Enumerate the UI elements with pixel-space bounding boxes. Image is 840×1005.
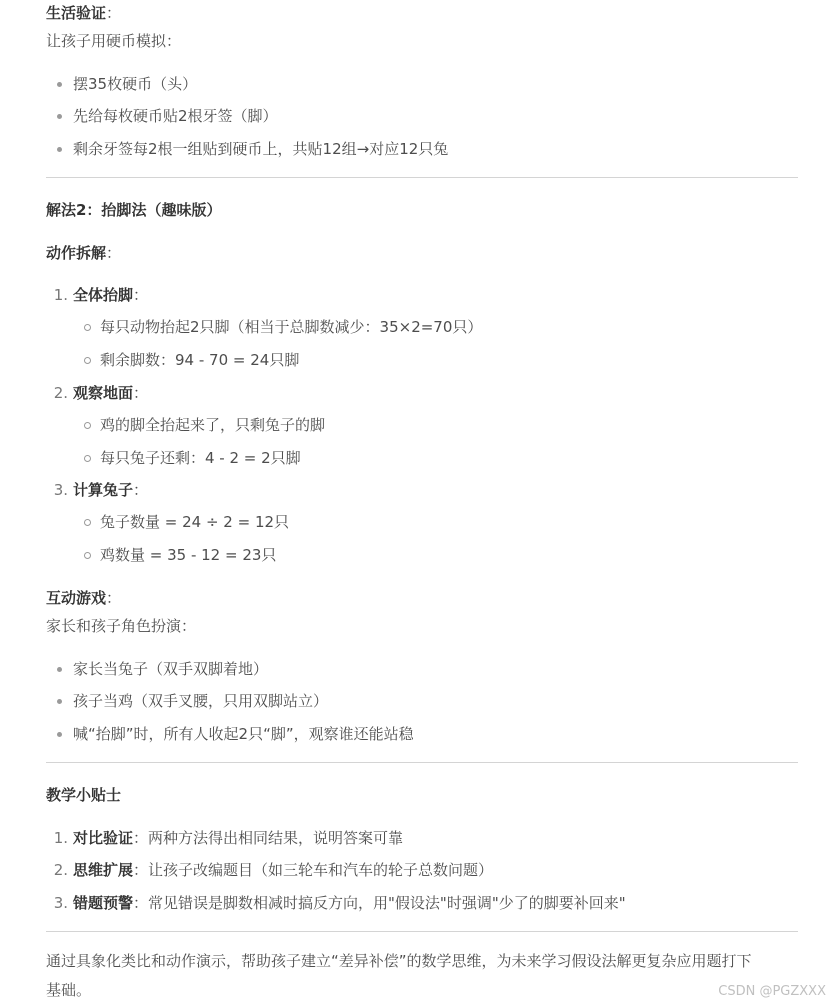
sec3-title: 教学小贴士 <box>46 786 122 804</box>
game-colon: ： <box>106 589 122 607</box>
watermark: CSDN @PGZXXX <box>718 984 826 999</box>
divider <box>46 177 798 178</box>
bullet-icon <box>57 114 62 119</box>
tip-colon: ： <box>133 861 149 879</box>
tip-colon: ： <box>133 894 149 912</box>
tip-item <box>73 892 626 914</box>
sec1-intro: 让孩子用硬币模拟： <box>46 32 182 50</box>
circle-bullet-icon <box>84 552 91 559</box>
step-title <box>73 284 148 306</box>
step-title-text: 全体抬脚 <box>73 286 134 304</box>
list-item: 家长当兔子（双手双脚着地） <box>73 660 269 678</box>
sec1-title: 生活验证 <box>46 4 107 22</box>
step-number: 1. <box>53 286 68 304</box>
step-number: 2. <box>53 384 68 402</box>
divider <box>46 931 798 932</box>
list-item: 摆35枚硬币（头） <box>73 75 198 93</box>
bullet-icon <box>57 147 62 152</box>
tip-text: 两种方法得出相同结果，说明答案可靠 <box>148 829 404 847</box>
step-number: 3. <box>53 481 68 499</box>
sub-item: 剩余脚数：94 - 70 = 24只脚 <box>100 351 300 369</box>
list-item: 喊“抬脚”时，所有人收起2只“脚”，观察谁还能站稳 <box>73 725 414 743</box>
sub-item: 兔子数量 = 24 ÷ 2 = 12只 <box>100 513 290 531</box>
action-heading <box>46 242 121 264</box>
sub-item: 鸡的脚全抬起来了，只剩兔子的脚 <box>100 416 326 434</box>
divider <box>46 762 798 763</box>
bullet-icon <box>57 699 62 704</box>
action-colon: ： <box>106 244 122 262</box>
tip-item <box>73 827 403 849</box>
tip-number: 3. <box>53 894 68 912</box>
tip-colon: ： <box>133 829 149 847</box>
step-colon: ： <box>133 286 149 304</box>
bullet-icon <box>57 667 62 672</box>
sec2-title: 解法2：抬脚法（趣味版） <box>46 201 222 219</box>
game-title: 互动游戏 <box>46 589 107 607</box>
tip-text: 让孩子改编题目（如三轮车和汽车的轮子总数问题） <box>148 861 494 879</box>
sub-item: 鸡数量 = 35 - 12 = 23只 <box>100 546 277 564</box>
tip-title: 错题预警 <box>73 894 134 912</box>
step-title <box>73 479 148 501</box>
step-title-text: 观察地面 <box>73 384 134 402</box>
tip-number: 1. <box>53 829 68 847</box>
summary-line-2: 基础。 <box>46 981 92 999</box>
step-colon: ： <box>133 384 149 402</box>
circle-bullet-icon <box>84 422 91 429</box>
tip-item <box>73 859 493 881</box>
sec3-heading <box>46 784 121 806</box>
list-item: 剩余牙签每2根一组贴到硬币上，共贴12组→对应12只兔 <box>73 140 449 158</box>
sec1-colon: ： <box>106 4 122 22</box>
tip-title: 对比验证 <box>73 829 134 847</box>
summary-line-1: 通过具象化类比和动作演示，帮助孩子建立“差异补偿”的数学思维，为未来学习假设法解更复杂应用题打下 <box>46 952 752 970</box>
circle-bullet-icon <box>84 455 91 462</box>
tip-text: 常见错误是脚数相减时搞反方向，用"假设法"时强调"少了的脚要补回来" <box>148 894 626 912</box>
sec1-heading <box>46 2 121 24</box>
bullet-icon <box>57 732 62 737</box>
sub-item: 每只动物抬起2只脚（相当于总脚数减少：35×2=70只） <box>100 318 483 336</box>
step-colon: ： <box>133 481 149 499</box>
action-title: 动作拆解 <box>46 244 107 262</box>
circle-bullet-icon <box>84 324 91 331</box>
bullet-icon <box>57 82 62 87</box>
sub-item: 每只兔子还剩：4 - 2 = 2只脚 <box>100 449 301 467</box>
list-item: 先给每枚硬币贴2根牙签（脚） <box>73 107 278 125</box>
game-heading <box>46 587 121 609</box>
tip-title: 思维扩展 <box>73 861 134 879</box>
tip-number: 2. <box>53 861 68 879</box>
game-intro: 家长和孩子角色扮演： <box>46 617 197 635</box>
sec2-heading <box>46 199 221 221</box>
step-title <box>73 382 148 404</box>
circle-bullet-icon <box>84 357 91 364</box>
circle-bullet-icon <box>84 519 91 526</box>
step-title-text: 计算兔子 <box>73 481 134 499</box>
list-item: 孩子当鸡（双手叉腰，只用双脚站立） <box>73 692 329 710</box>
